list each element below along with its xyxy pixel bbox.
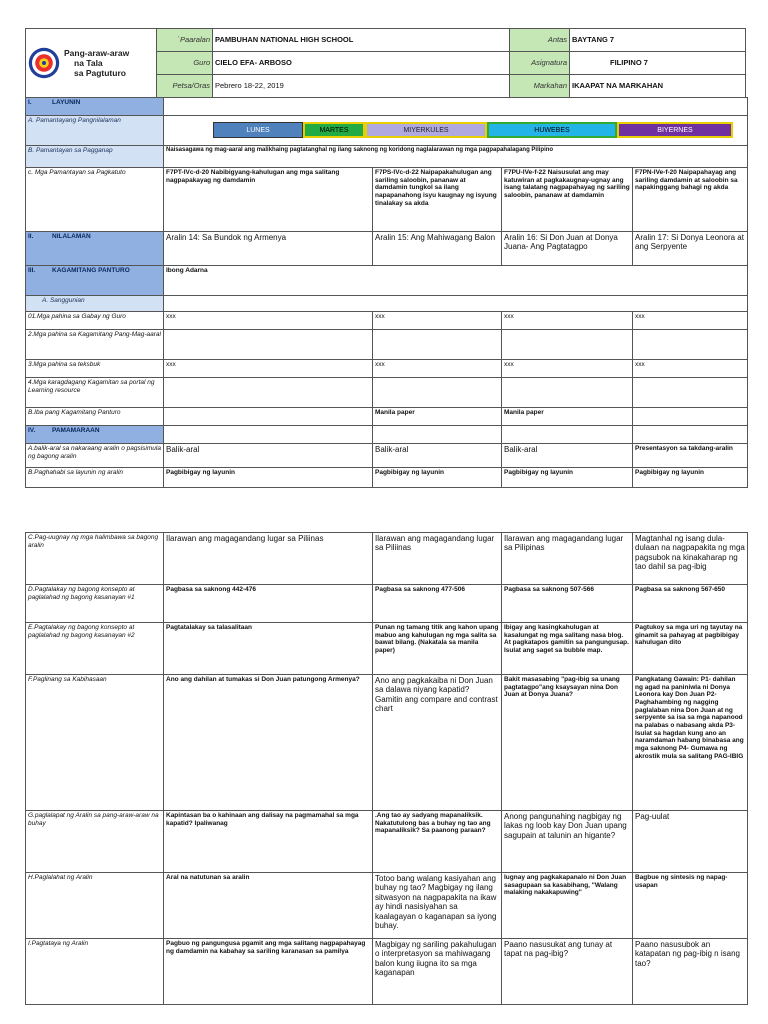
paaralan-label: `Paaralan [157, 29, 213, 52]
row-cell: Paano nasusukat ang tunay at tapat na pag-ibig? [502, 939, 633, 1005]
aralin-martes: Aralin 15: Ang Mahiwagang Balon [373, 232, 502, 266]
row-cell: Pagbasa sa saknong 477-506 [373, 585, 502, 623]
pagganap-text: Naisasagawa ng mag-aaral ang malikhaing pagtatanghal ng ilang saknong ng koridong naglalarawan ng mga pagpapahalagang Pilipino [164, 146, 748, 168]
kagamitan-text: Ibong Adarna [164, 266, 748, 296]
teksbuk-biyernes: xxx [633, 360, 748, 378]
pagkatuto-huwebes: F7PU-IVe-f-22 Naisusulat ang may katuwiran at pagkakaugnay-ugnay ang isang talatang nagpapahayag ng sariling saloobin, pananaw at damdamin [502, 168, 633, 232]
gabay-martes: xxx [373, 312, 502, 330]
row-label: I.Pagtataya ng Aralin [26, 939, 164, 1005]
row-cell: Paano nasusubok an katapatan ng pag-ibig n isang tao? [633, 939, 748, 1005]
balik-biyernes: Presentasyon sa takdang-aralin [633, 444, 748, 468]
gabay-label: 01.Mga pahina sa Gabay ng Guro [26, 312, 164, 330]
markahan-value: IKAAPAT NA MARKAHAN [570, 75, 746, 98]
row-cell: Kapintasan ba o kahinaan ang dalisay na pagmamahal sa mga kapatid? Ipaliwanag [164, 811, 373, 873]
lesson-table-part-1 [25, 97, 748, 488]
balik-huwebes: Balik-aral [502, 444, 633, 468]
row-cell: Anong pangunahing nagbigay ng lakas ng loob kay Don Juan upang sagupain at talunin an higante? [502, 811, 633, 873]
day-martes: MARTES [303, 122, 365, 138]
paaralan-value: PAMBUHAN NATIONAL HIGH SCHOOL [213, 29, 510, 52]
row-cell: Pagbuo ng pangungusa pgamit ang mga salitang nagpapahayag ng damdamin na kabahay sa sariling karanasan sa pamilya [164, 939, 373, 1005]
row-cell: Pagtatalakay sa talasalitaan [164, 623, 373, 675]
teksbuk-huwebes: xxx [502, 360, 633, 378]
row-cell: Pagbasa sa saknong 442-476 [164, 585, 373, 623]
row-cell: Pagbasa sa saknong 567-650 [633, 585, 748, 623]
day-lunes: LUNES [213, 122, 303, 138]
row-cell: Bagbue ng sintesis ng napag-usapan [633, 873, 748, 939]
asignatura-value: FILIPINO 7 [570, 52, 746, 75]
section-pamamaraan: IV. PAMAMARAAN [26, 426, 164, 444]
row-cell: .Ang tao ay sadyang mapanaliksik. Nakatutulong bas a buhay ng tao ang mapanaliksik? Sa paanong paraan? [373, 811, 502, 873]
pagkatuto-lunes: F7PT-IVc-d-20 Nabibigyang-kahulugan ang mga salitang nagpapakayag ng damdamin [164, 168, 373, 232]
iba-martes: Manila paper [373, 408, 502, 426]
aralin-lunes: Aralin 14: Sa Bundok ng Armenya [164, 232, 373, 266]
day-headers [213, 122, 733, 138]
gabay-huwebes: xxx [502, 312, 633, 330]
document-title: Pang-araw-araw na Tala sa Pagtuturo [64, 47, 130, 79]
row-label: E.Pagtalakay ng bagong konsepto at paglalahad ng bagong kasanayan #2 [26, 623, 164, 675]
paghahabi-biyernes: Pagbibigay ng layunin [633, 468, 748, 488]
iba-label: B.Iba pang Kagamitang Panturo [26, 408, 164, 426]
row-cell: Ilarawan ang magagandang lugar sa Pilipinas [502, 533, 633, 585]
paghahabi-huwebes: Pagbibigay ng layunin [502, 468, 633, 488]
balik-martes: Balik-aral [373, 444, 502, 468]
paghahabi-martes: Pagbibigay ng layunin [373, 468, 502, 488]
petsa-value: Pebrero 18-22, 2019 [213, 75, 510, 98]
iba-huwebes: Manila paper [502, 408, 633, 426]
row-label: C.Pag-uugnay ng mga halimbawa sa bagong aralin [26, 533, 164, 585]
asignatura-label: Asignatura [510, 52, 570, 75]
antas-value: BAYTANG 7 [570, 29, 746, 52]
lesson-table-part-2 [25, 532, 748, 1005]
header-logo-cell [26, 29, 157, 98]
markahan-label: Markahan [510, 75, 570, 98]
row-cell: Ano ang dahilan at tumakas si Don Juan patungong Armenya? [164, 675, 373, 811]
pagkatuto-biyernes: F7PN-IVe-f-20 Naipapahayag ang sariling damdamin at saloobin sa napakinggang bahagi ng akda [633, 168, 748, 232]
row-label: F.Paglinang sa Kabihasaan [26, 675, 164, 811]
row-cell: Pagbasa sa saknong 507-566 [502, 585, 633, 623]
pagkatuto-label: c. Mga Pamantayan sa Pagkatuto [26, 168, 164, 232]
section-kagamitan: III. KAGAMITANG PANTURO [26, 266, 164, 296]
gabay-biyernes: xxx [633, 312, 748, 330]
petsa-label: Petsa/Oras [157, 75, 213, 98]
row-cell: Ilarawan ang magagandang lugar sa Piliinas [164, 533, 373, 585]
iba-lunes [164, 408, 373, 426]
day-biyernes: BIYERNES [617, 122, 733, 138]
section-nilalaman: II. NILALAMAN [26, 232, 164, 266]
day-miyerkules: MIYERKULES [365, 122, 487, 138]
pagkatuto-martes: F7PS-IVc-d-22 Naipapakahulugan ang sariling saloobin, pananaw at damdamin tungkol sa ilang napapanahong isyu kaugnay ng isyung tinalakay sa akda [373, 168, 502, 232]
row-cell: Ibigay ang kasingkahulugan at kasalungat ng mga salitang nasa blog. At pagkatapos gamitin sa pangungusap. Isulat ang saget sa bubble map. [502, 623, 633, 675]
row-cell: Iugnay ang pagkakapanalo ni Don Juan sasagupaan sa kasabihang, "Walang malaking nakakapuwing" [502, 873, 633, 939]
guro-value: CIELO EFA- ARBOSO [213, 52, 510, 75]
teksbuk-lunes: xxx [164, 360, 373, 378]
day-huwebes: HUWEBES [487, 122, 617, 138]
row-cell: Pag-uulat [633, 811, 748, 873]
row-cell: Totoo bang walang kasiyahan ang buhay ng tao? Magbigay ng ilang sitwasyon na nagpapakita na ikaw ay hindi nasisiyahan sa kaalagayan o kaganapan sa iyong buhay. [373, 873, 502, 939]
header-table [25, 28, 746, 98]
guro-label: Guro [157, 52, 213, 75]
aralin-huwebes: Aralin 16: Si Don Juan at Donya Juana- Ang Pagtatagpo [502, 232, 633, 266]
balik-label: A.balik-aral sa nakaraang aralin o pagsisimula ng bagong aralin [26, 444, 164, 468]
row-cell: Bakit masasabing "pag-ibig sa unang pagtatagpo"ang ksaysayan nina Don Juan at Donya Juana? [502, 675, 633, 811]
row-cell: Magtanhal ng isang dula-dulaan na nagpapakita ng mga pagsubok na kinakaharap ng tao dahil sa pag-ibig [633, 533, 748, 585]
paghahabi-lunes: Pagbibigay ng layunin [164, 468, 373, 488]
section-layunin: I. LAYUNIN [26, 98, 164, 116]
row-cell: Ilarawan ang magagandang lugar sa Piliinas [373, 533, 502, 585]
karagdagan-label: 4.Mga karagdagang Kagamitan sa portal ng Learning resource [26, 378, 164, 408]
iba-biyernes [633, 408, 748, 426]
row-cell: Punan ng tamang titik ang kahon upang mabuo ang kahulugan ng mga salita sa bawat bilang. (Nakatala sa manila paper) [373, 623, 502, 675]
teksbuk-martes: xxx [373, 360, 502, 378]
pagganap-label: B. Pamantayan sa Pagganap [26, 146, 164, 168]
row-cell: Pangkatang Gawain: P1- dahilan ng agad na paniniwla ni Donya Leonora kay Don Juan P2- Paghahambing ng nagging paglalaban nina Don Juan at ng serpyente sa isa sa mga napanood na palabas o nabasang akda P3- Isulat sa hagdan kung ano an naramdaman habang binabasa ang mga saknong P4- Gumawa ng akrostik mula sa salitang PAG-IBIG [633, 675, 748, 811]
row-cell: Magbigay ng sariling pakahulugan o interpretasyon sa mahiwagang balon kung iiugna ito sa mga kaganapan [373, 939, 502, 1005]
paghahabi-label: B.Paghahabi sa layunin ng aralin [26, 468, 164, 488]
row-label: G.paglalapat ng Aralin sa pang-araw-araw na buhay [26, 811, 164, 873]
balik-lunes: Balik-aral [164, 444, 373, 468]
row-cell: Ano ang pagkakaiba ni Don Juan sa dalawa niyang kapatid? Gamitin ang compare and contrast chart [373, 675, 502, 811]
gabay-lunes: xxx [164, 312, 373, 330]
aralin-biyernes: Aralin 17: Si Donya Leonora at ang Serpyente [633, 232, 748, 266]
antas-label: Antas [510, 29, 570, 52]
row-cell: Pagtukoy sa mga uri ng tayutay na ginamit sa pahayag at pagbibigay kahulugan dito [633, 623, 748, 675]
row-label: H.Paglalahat ng Aralin [26, 873, 164, 939]
deped-seal-icon [28, 47, 60, 79]
kagamitan-pang-label: 2.Mga pahina sa Kagamitang Pang-Mag-aaral [26, 330, 164, 360]
row-label: D.Pagtalakay ng bagong konsepto at paglalahad ng bagong kasanayan #1 [26, 585, 164, 623]
pangnilalaman-label: A. Pamantayang Pangnilalaman [26, 116, 164, 146]
row-cell: Aral na natutunan sa aralin [164, 873, 373, 939]
sanggunian-label: A. Sanggunian [26, 296, 164, 312]
teksbuk-label: 3.Mga pahina sa teksbuk [26, 360, 164, 378]
